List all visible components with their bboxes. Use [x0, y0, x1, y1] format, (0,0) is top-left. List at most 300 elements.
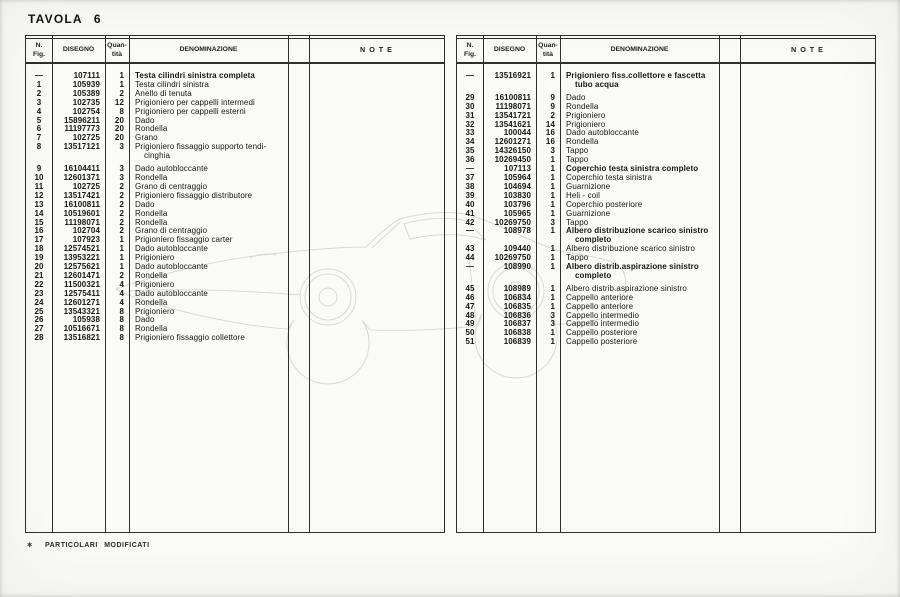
note-cell [740, 294, 875, 303]
denominazione-cell: Dado autobloccante [135, 288, 208, 298]
symbol-cell [719, 329, 740, 338]
quantity-cell: 1 [550, 71, 555, 80]
fig-number-cell: 17 [34, 235, 44, 245]
denominazione-cell: Prigioniero per cappelli intermedi [135, 97, 255, 107]
quantity-cell: 4 [119, 297, 124, 307]
note-cell [309, 201, 444, 210]
disegno-cell: 102704 [72, 226, 100, 236]
quantity-cell: 16 [545, 137, 555, 147]
quantity-cell: 2 [119, 217, 124, 227]
denominazione-cell: Coperchio posteriore [566, 199, 643, 209]
denominazione-cell: Dado [135, 199, 155, 209]
page-title: TAVOLA 6 [28, 12, 102, 26]
quantity-cell: 16 [545, 128, 555, 138]
footnote [27, 541, 150, 549]
denominazione-cell: Prigioniero [135, 306, 175, 316]
note-cell [740, 263, 875, 281]
note-cell [740, 254, 875, 263]
note-cell [309, 334, 444, 343]
fig-number-cell: 46 [465, 292, 475, 302]
quantity-cell: 2 [119, 181, 124, 191]
fig-number-cell: 39 [465, 190, 475, 200]
note-cell [309, 236, 444, 245]
note-cell [740, 219, 875, 228]
symbol-cell [288, 174, 309, 183]
column-header-note: N O T E [360, 45, 393, 55]
denominazione-cell: Testa cilindri sinistra completa [135, 71, 255, 80]
denominazione-cell: Rondella [135, 324, 168, 334]
table-header [457, 39, 875, 64]
fig-number-cell: 6 [36, 124, 42, 134]
disegno-cell: 103796 [503, 199, 531, 209]
note-cell [309, 165, 444, 174]
note-cell [740, 112, 875, 121]
quantity-cell: 3 [550, 319, 555, 329]
quantity-cell: 8 [119, 333, 124, 343]
column-header-qty: Quan- tità [538, 42, 558, 58]
denominazione-cell: Rondella [135, 270, 168, 280]
disegno-cell: 107923 [72, 235, 100, 245]
fig-number-cell: 9 [36, 164, 42, 174]
fig-number-cell: 7 [36, 133, 42, 143]
disegno-cell: 106834 [503, 292, 531, 302]
symbol-cell [288, 272, 309, 281]
fig-number-cell: 21 [34, 270, 44, 280]
denominazione-cell: Cappello anteriore [566, 301, 634, 311]
table-row [457, 263, 875, 281]
disegno-cell: 105938 [72, 315, 100, 325]
symbol-cell [719, 103, 740, 112]
quantity-cell: 12 [114, 97, 124, 107]
note-cell [309, 183, 444, 192]
disegno-cell: 102735 [72, 97, 100, 107]
symbol-cell [719, 183, 740, 192]
symbol-cell [288, 143, 309, 161]
footnote-text: PARTICOLARI MODIFICATI [44, 541, 150, 549]
fig-number-cell: 15 [34, 217, 44, 227]
symbol-cell [719, 303, 740, 312]
quantity-cell: 1 [550, 301, 555, 311]
disegno-cell: 12601471 [63, 270, 100, 280]
disegno-cell: 16100811 [64, 199, 100, 209]
quantity-cell: 9 [550, 92, 555, 102]
column-header-nfig: N. Fig. [32, 42, 46, 58]
fig-number-cell: 24 [34, 297, 44, 307]
note-cell [309, 227, 444, 236]
symbol-cell [288, 316, 309, 325]
fig-number-cell: 29 [465, 92, 475, 102]
symbol-cell [288, 117, 309, 126]
quantity-cell: 1 [119, 244, 124, 254]
symbol-cell [719, 312, 740, 321]
symbol-cell [288, 281, 309, 290]
denominazione-cell: Prigioniero [566, 110, 606, 120]
symbol-cell [288, 299, 309, 308]
note-cell [740, 94, 875, 103]
fig-number-cell: 5 [36, 115, 42, 125]
quantity-cell: 1 [550, 155, 555, 165]
disegno-cell: 106835 [503, 301, 531, 311]
denominazione-cell: Tappo [566, 155, 589, 165]
note-cell [309, 143, 444, 161]
disegno-cell: 105939 [72, 79, 100, 89]
disegno-cell: 12575621 [63, 262, 100, 272]
quantity-cell: 8 [119, 306, 124, 316]
symbol-cell [719, 245, 740, 254]
symbol-cell [288, 72, 309, 81]
fig-number-cell: — [465, 226, 475, 236]
note-cell [309, 254, 444, 263]
denominazione-cell: Dado [135, 115, 155, 125]
symbol-cell [288, 192, 309, 201]
symbol-cell [719, 121, 740, 130]
note-cell [740, 245, 875, 254]
quantity-cell: 1 [550, 292, 555, 302]
disegno-cell: 13541621 [494, 119, 531, 129]
quantity-cell: 1 [550, 226, 555, 236]
disegno-cell: 10269750 [494, 217, 531, 227]
quantity-cell: 1 [550, 262, 555, 272]
fig-number-cell: 4 [36, 106, 42, 116]
denominazione-cell: Rondella [566, 101, 599, 111]
note-cell [309, 108, 444, 117]
disegno-cell: 11500321 [64, 279, 100, 289]
symbol-cell [288, 201, 309, 210]
quantity-cell: 3 [119, 164, 124, 174]
fig-number-cell: 33 [465, 128, 475, 138]
note-cell [309, 90, 444, 99]
denominazione-cell: Prigioniero fissaggio supporto tendi- cinghia [135, 142, 267, 161]
fig-number-cell: 11 [34, 181, 44, 191]
quantity-cell: 2 [119, 270, 124, 280]
note-cell [309, 308, 444, 317]
fig-number-cell: 25 [34, 306, 44, 316]
quantity-cell: 1 [550, 190, 555, 200]
denominazione-cell: Prigioniero fissaggio carter [135, 235, 233, 245]
denominazione-cell: Grano di centraggio [135, 226, 208, 236]
fig-number-cell: 3 [36, 97, 42, 107]
quantity-cell: 1 [550, 328, 555, 338]
disegno-cell: 10269750 [494, 253, 531, 263]
left-table-rows [26, 66, 444, 532]
disegno-cell: 16104411 [64, 164, 100, 174]
disegno-cell: 10519601 [63, 208, 100, 218]
denominazione-cell: Tappo [566, 217, 589, 227]
denominazione-cell: Rondella [135, 217, 168, 227]
note-cell [740, 138, 875, 147]
fig-number-cell: 43 [465, 244, 475, 254]
note-cell [740, 129, 875, 138]
symbol-cell [719, 201, 740, 210]
symbol-cell [719, 138, 740, 147]
denominazione-cell: Anello di tenuta [135, 88, 192, 98]
quantity-cell: 4 [119, 279, 124, 289]
quantity-cell: 3 [550, 217, 555, 227]
quantity-cell: 2 [119, 226, 124, 236]
quantity-cell: 4 [119, 288, 124, 298]
symbol-cell [288, 325, 309, 334]
denominazione-cell: Dado [566, 92, 586, 102]
disegno-cell: 13953221 [63, 253, 100, 263]
symbol-cell [719, 210, 740, 219]
fig-number-cell: — [465, 164, 475, 174]
note-cell [309, 299, 444, 308]
disegno-cell: 12574521 [63, 244, 100, 254]
symbol-cell [288, 99, 309, 108]
table-row [26, 143, 444, 161]
symbol-cell [719, 174, 740, 183]
column-header-disegno: DISEGNO [62, 46, 95, 54]
fig-number-cell: 26 [34, 315, 44, 325]
table-row [457, 338, 875, 347]
note-cell [309, 290, 444, 299]
denominazione-cell: Rondella [135, 297, 168, 307]
denominazione-cell: Prigioniero per cappelli esterni [135, 106, 246, 116]
note-cell [740, 312, 875, 321]
disegno-cell: 102754 [72, 106, 100, 116]
denominazione-cell: Prigioniero [135, 279, 175, 289]
symbol-cell [719, 263, 740, 281]
fig-number-cell: — [465, 262, 475, 272]
denominazione-cell: Albero distribuzione scarico sinistro completo [566, 226, 709, 245]
quantity-cell: 1 [550, 181, 555, 191]
quantity-cell: 1 [550, 244, 555, 254]
note-cell [309, 134, 444, 143]
disegno-cell: 16100811 [495, 92, 531, 102]
symbol-cell [288, 236, 309, 245]
denominazione-cell: Dado autobloccante [135, 262, 208, 272]
note-cell [740, 121, 875, 130]
quantity-cell: 20 [114, 124, 124, 134]
disegno-cell: 107111 [73, 71, 100, 80]
fig-number-cell: 2 [36, 88, 42, 98]
fig-number-cell: 32 [465, 119, 475, 129]
symbol-cell [288, 290, 309, 299]
fig-number-cell: 42 [465, 217, 475, 227]
denominazione-cell: Cappello posteriore [566, 328, 638, 338]
symbol-cell [288, 219, 309, 228]
denominazione-cell: Albero distribuzione scarico sinistro [566, 244, 696, 254]
disegno-cell: 106839 [503, 337, 531, 347]
quantity-cell: 3 [119, 172, 124, 182]
note-cell [309, 325, 444, 334]
denominazione-cell: Grano di centraggio [135, 181, 208, 191]
fig-number-cell: 20 [34, 262, 44, 272]
disegno-cell: 10516671 [63, 324, 100, 334]
disegno-cell: 14326150 [494, 146, 531, 156]
fig-number-cell: 38 [465, 181, 475, 191]
note-cell [309, 192, 444, 201]
disegno-cell: 108989 [503, 283, 531, 293]
denominazione-cell: Tappo [566, 146, 589, 156]
disegno-cell: 11198071 [64, 217, 100, 227]
symbol-cell [288, 334, 309, 343]
denominazione-cell: Prigioniero [566, 119, 606, 129]
disegno-cell: 12601271 [63, 297, 100, 307]
symbol-cell [719, 192, 740, 201]
disegno-cell: 108990 [503, 262, 531, 272]
symbol-cell [288, 263, 309, 272]
denominazione-cell: Albero distrib.aspirazione sinistro completo [566, 262, 699, 280]
note-cell [309, 72, 444, 81]
fig-number-cell: 31 [465, 110, 475, 120]
symbol-cell [288, 165, 309, 174]
fig-number-cell: 34 [465, 137, 475, 147]
quantity-cell: 1 [119, 71, 124, 80]
quantity-cell: 2 [550, 110, 555, 120]
modified-parts-symbol: ✱ [27, 542, 33, 549]
denominazione-cell: Dado [135, 315, 155, 325]
symbol-cell [288, 227, 309, 236]
note-cell [740, 165, 875, 174]
symbol-cell [719, 72, 740, 90]
denominazione-cell: Prigioniero fiss.collettore e fascetta tubo acqua [566, 71, 706, 89]
parts-table-right [456, 35, 876, 533]
symbol-cell [288, 254, 309, 263]
fig-number-cell: 13 [34, 199, 44, 209]
disegno-cell: 106836 [503, 310, 531, 320]
disegno-cell: 10269450 [494, 155, 531, 165]
denominazione-cell: Guarnizione [566, 181, 611, 191]
note-cell [740, 156, 875, 165]
denominazione-cell: Cappello intermedio [566, 310, 640, 320]
column-header-denominazione: DENOMINAZIONE [179, 46, 238, 54]
note-cell [309, 210, 444, 219]
denominazione-cell: Prigioniero [135, 253, 175, 263]
symbol-cell [288, 183, 309, 192]
denominazione-cell: Guarnizione [566, 208, 611, 218]
table-row [457, 227, 875, 245]
symbol-cell [719, 294, 740, 303]
denominazione-cell: Rondella [135, 208, 168, 218]
disegno-cell: 12601371 [63, 172, 100, 182]
disegno-cell: 11198071 [495, 101, 531, 111]
symbol-cell [288, 134, 309, 143]
fig-number-cell: — [34, 71, 44, 80]
note-cell [740, 227, 875, 245]
denominazione-cell: Prigioniero fissaggio collettore [135, 333, 245, 343]
symbol-cell [719, 285, 740, 294]
denominazione-cell: Dado autobloccante [135, 244, 208, 254]
symbol-cell [719, 129, 740, 138]
fig-number-cell: 8 [36, 142, 42, 152]
fig-number-cell: 1 [36, 79, 42, 89]
fig-number-cell: 45 [465, 283, 475, 293]
symbol-cell [719, 147, 740, 156]
quantity-cell: 8 [119, 315, 124, 325]
note-cell [740, 338, 875, 347]
quantity-cell: 1 [119, 262, 124, 272]
symbol-cell [288, 108, 309, 117]
quantity-cell: 20 [114, 133, 124, 143]
quantity-cell: 1 [550, 172, 555, 182]
disegno-cell: 15896211 [64, 115, 100, 125]
note-cell [309, 81, 444, 90]
symbol-cell [719, 94, 740, 103]
denominazione-cell: Tappo [566, 253, 589, 263]
denominazione-cell: Dado autobloccante [135, 164, 208, 174]
disegno-cell: 107113 [504, 164, 531, 174]
column-header-qty: Quan- tità [107, 42, 127, 58]
parts-table-left [25, 35, 445, 533]
disegno-cell: 12575411 [64, 288, 100, 298]
note-cell [740, 174, 875, 183]
fig-number-cell: 23 [34, 288, 44, 298]
quantity-cell: 2 [119, 88, 124, 98]
disegno-cell: 104694 [503, 181, 531, 191]
note-cell [309, 263, 444, 272]
symbol-cell [719, 165, 740, 174]
fig-number-cell: 35 [465, 146, 475, 156]
note-cell [740, 183, 875, 192]
disegno-cell: 13516921 [494, 71, 531, 80]
quantity-cell: 3 [119, 142, 124, 152]
quantity-cell: 1 [119, 79, 124, 89]
symbol-cell [288, 210, 309, 219]
denominazione-cell: Grano [135, 133, 158, 143]
quantity-cell: 2 [119, 199, 124, 209]
disegno-cell: 13517121 [63, 142, 100, 152]
note-cell [740, 320, 875, 329]
quantity-cell: 20 [114, 115, 124, 125]
fig-number-cell: 22 [34, 279, 44, 289]
disegno-cell: 102725 [72, 133, 100, 143]
symbol-cell [288, 308, 309, 317]
disegno-cell: 11197773 [64, 124, 100, 134]
denominazione-cell: Rondella [135, 172, 168, 182]
denominazione-cell: Coperchio testa sinistra completo [566, 164, 699, 174]
note-cell [740, 210, 875, 219]
disegno-cell: 108978 [503, 226, 531, 236]
denominazione-cell: Rondella [566, 137, 599, 147]
fig-number-cell: 19 [34, 253, 44, 263]
quantity-cell: 2 [119, 190, 124, 200]
quantity-cell: 1 [119, 253, 124, 263]
quantity-cell: 1 [550, 164, 555, 174]
table-row [26, 334, 444, 343]
denominazione-cell: Dado autobloccante [566, 128, 639, 138]
fig-number-cell: 40 [465, 199, 475, 209]
column-header-denominazione: DENOMINAZIONE [610, 46, 669, 54]
fig-number-cell: 49 [465, 319, 475, 329]
denominazione-cell: Heli - coil [566, 190, 600, 200]
note-cell [309, 219, 444, 228]
quantity-cell: 3 [550, 146, 555, 156]
note-cell [309, 245, 444, 254]
disegno-cell: 102725 [72, 181, 100, 191]
symbol-cell [288, 245, 309, 254]
denominazione-cell: Coperchio testa sinistra [566, 172, 652, 182]
fig-number-cell: — [465, 71, 475, 80]
note-cell [309, 316, 444, 325]
fig-number-cell: 44 [465, 253, 475, 263]
fig-number-cell: 10 [34, 172, 44, 182]
disegno-cell: 12601271 [494, 137, 531, 147]
note-cell [309, 117, 444, 126]
fig-number-cell: 30 [465, 101, 475, 111]
column-header-nfig: N. Fig. [463, 42, 477, 58]
denominazione-cell: Rondella [135, 124, 168, 134]
symbol-cell [288, 81, 309, 90]
fig-number-cell: 16 [34, 226, 44, 236]
quantity-cell: 3 [550, 310, 555, 320]
note-cell [309, 125, 444, 134]
note-cell [309, 174, 444, 183]
fig-number-cell: 51 [465, 337, 475, 347]
fig-number-cell: 27 [34, 324, 44, 334]
quantity-cell: 1 [550, 283, 555, 293]
quantity-cell: 8 [119, 324, 124, 334]
